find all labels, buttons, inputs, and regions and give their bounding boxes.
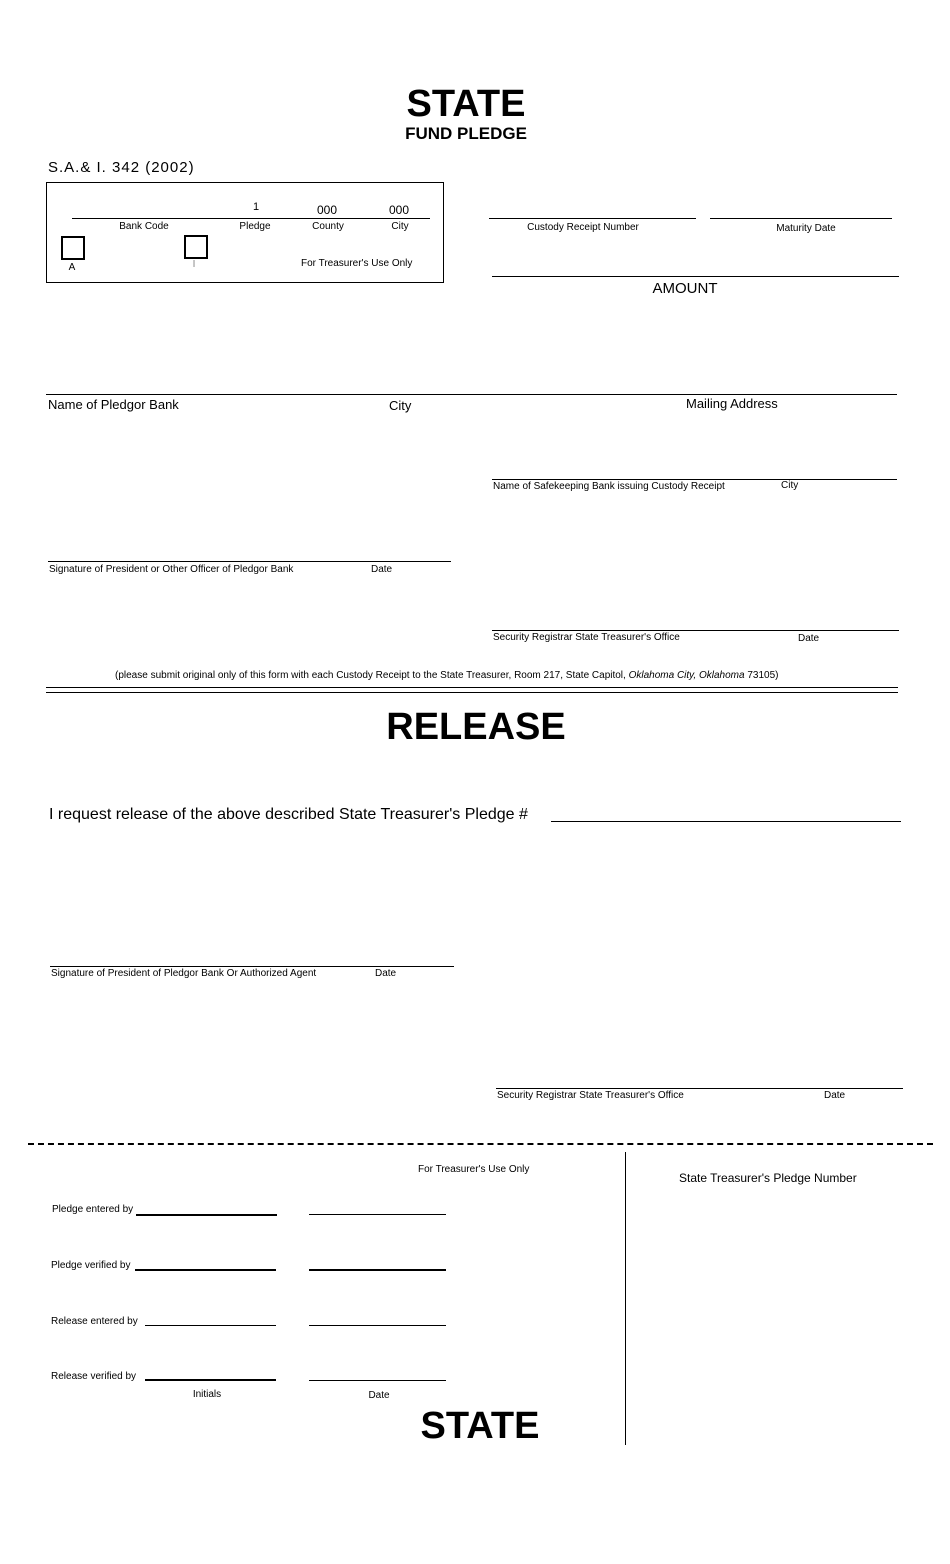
form-subtitle: FUND PLEDGE <box>405 124 527 143</box>
pledge-entered-label: Pledge entered by <box>52 1204 134 1215</box>
divider-top <box>46 687 898 688</box>
submission-notice <box>115 670 778 681</box>
pledgor-city-label: City <box>389 398 412 413</box>
footer-title: STATE <box>420 1405 540 1447</box>
release-signature-line[interactable] <box>50 966 454 967</box>
pledge-value: 1 <box>252 201 260 213</box>
form-code: S.A.& I. 342 (2002) <box>48 159 195 176</box>
form-title: STATE <box>406 83 526 125</box>
pledge-verified-date-line[interactable] <box>309 1269 446 1271</box>
custody-receipt-label: Custody Receipt Number <box>527 222 639 233</box>
county-label: County <box>312 221 344 232</box>
officer-date-label: Date <box>371 564 393 575</box>
pledge-number-label: State Treasurer's Pledge Number <box>679 1171 857 1185</box>
checkbox-a-label: A <box>68 262 76 273</box>
release-verified-date-line[interactable] <box>309 1380 446 1381</box>
release-entered-initials-line[interactable] <box>145 1325 276 1326</box>
maturity-date-line[interactable] <box>710 218 892 219</box>
safekeeping-city-label: City <box>781 480 799 491</box>
registrar-label: Security Registrar State Treasurer's Office <box>493 632 680 643</box>
registrar-line[interactable] <box>492 630 899 631</box>
pledge-entered-date-line[interactable] <box>309 1214 446 1215</box>
amount-label: AMOUNT <box>652 280 718 297</box>
maturity-date-label: Maturity Date <box>776 223 836 234</box>
release-entered-date-line[interactable] <box>309 1325 446 1326</box>
release-request-text: I request release of the above described State Treasurer's Pledge # <box>49 806 528 823</box>
release-signature-label: Signature of President of Pledgor Bank Or Authorized Agent <box>51 968 317 979</box>
pledgor-bank-line[interactable] <box>46 394 897 395</box>
checkbox-i[interactable] <box>184 235 208 259</box>
notice-city: Oklahoma City, Oklahoma <box>628 670 745 681</box>
pledge-entered-initials-line[interactable] <box>136 1214 277 1216</box>
city-value: 000 <box>388 203 410 217</box>
treasurer-use-label: For Treasurer's Use Only <box>301 258 413 269</box>
release-entered-label: Release entered by <box>51 1316 138 1327</box>
release-pledge-number-line[interactable] <box>551 821 901 822</box>
custody-receipt-line[interactable] <box>489 218 696 219</box>
release-registrar-date-label: Date <box>824 1090 846 1101</box>
release-registrar-line[interactable] <box>496 1088 903 1089</box>
bank-code-label: Bank Code <box>119 221 169 232</box>
notice-zip: 73105) <box>744 670 779 681</box>
code-line <box>72 218 430 219</box>
tear-line <box>28 1143 933 1145</box>
county-value: 000 <box>316 203 338 217</box>
safekeeping-bank-label: Name of Safekeeping Bank issuing Custody Receipt <box>493 481 725 492</box>
pledge-label: Pledge <box>239 221 271 232</box>
release-verified-label: Release verified by <box>51 1371 137 1382</box>
stub-treasurer-use-label: For Treasurer's Use Only <box>418 1164 530 1175</box>
amount-line[interactable] <box>492 276 899 277</box>
pledge-verified-label: Pledge verified by <box>51 1260 131 1271</box>
stub-divider <box>625 1152 626 1445</box>
release-verified-initials-line[interactable] <box>145 1379 276 1381</box>
mailing-address-label: Mailing Address <box>686 396 778 411</box>
checkbox-a[interactable] <box>61 236 85 260</box>
release-signature-date-label: Date <box>375 968 397 979</box>
safekeeping-bank-line[interactable] <box>492 479 897 480</box>
release-title: RELEASE <box>386 706 566 748</box>
city-label: City <box>391 221 409 232</box>
pledge-verified-initials-line[interactable] <box>135 1269 276 1271</box>
date-column-label: Date <box>368 1390 390 1401</box>
notice-text: (please submit original only of this form with each Custody Receipt to the State Treasurer, Room 217, State Capitol, <box>115 670 629 681</box>
divider-bottom <box>46 692 898 693</box>
officer-signature-label: Signature of President or Other Officer of Pledgor Bank <box>49 564 294 575</box>
officer-signature-line[interactable] <box>48 561 451 562</box>
initials-label: Initials <box>192 1389 222 1400</box>
pledgor-bank-name-label: Name of Pledgor Bank <box>48 397 179 412</box>
checkbox-i-label: I <box>192 259 196 270</box>
registrar-date-label: Date <box>798 633 820 644</box>
release-registrar-label: Security Registrar State Treasurer's Office <box>497 1090 684 1101</box>
